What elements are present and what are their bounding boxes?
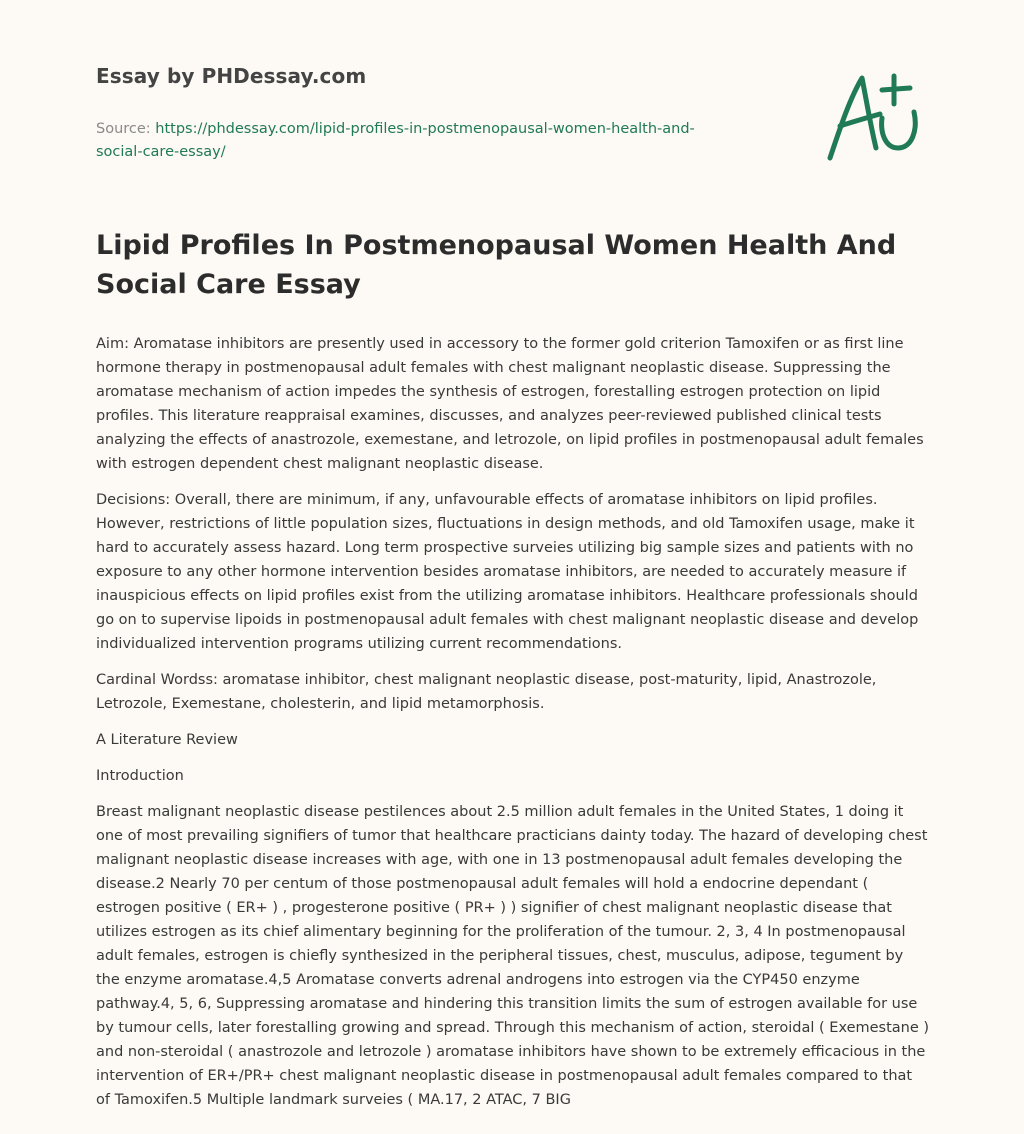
essay-title: Lipid Profiles In Postmenopausal Women Health And Social Care Essay xyxy=(96,230,897,300)
paragraph-aim: Aim: Aromatase inhibitors are presently used in accessory to the former gold criterion Tamoxifen or as first line hormone therapy in postmenopausal adult females with chest malignant neoplastic disease. Suppressing the aromatase mechanism of action impedes the synthesis of estrogen, forestalling estrogen protection on lipid profiles. This literature reappraisal examines, discusses, and analyzes peer-reviewed published clinical tests analyzing the effects of anastrozole, exemestane, and letrozole, on lipid profiles in postmenopausal adult females with estrogen dependent chest malignant neoplastic disease. xyxy=(96,336,924,472)
paragraph-introduction: Breast malignant neoplastic disease pestilences about 2.5 million adult females in the United States, 1 doing it one of most prevailing signifiers of tumor that healthcare practicians dainty today. The hazard of developing chest malignant neoplastic disease increases with age, with one in 13 postmenopausal adult females developing the disease.2 Nearly 70 per centum of those postmenopausal adult females will hold a endocrine dependant ( estrogen positive ( ER+ ) , progesterone positive ( PR+ ) ) signifier of chest malignant neoplastic disease that utilizes estrogen as its chief alimentary beginning for the proliferation of the tumour. 2, 3, 4 In postmenopausal adult females, estrogen is chiefly synthesized in the peripheral tissues, chest, musculus, adipose, tegument by the enzyme aromatase.4,5 Aromatase converts adrenal androgens into estrogen via the CYP450 enzyme pathway.4, 5, 6, Suppressing aromatase and hindering this transition limits the sum of estrogen available for use by tumour cells, later forestalling growing and spread. Through this mechanism of action, steroidal ( Exemestane ) and non-steroidal ( anastrozole and letrozole ) aromatase inhibitors have shown to be extremely efficacious in the intervention of ER+/PR+ chest malignant neoplastic disease in postmenopausal adult females compared to that of Tamoxifen.5 Multiple landmark surveies ( MA.17, 2 ATAC, 7 BIG xyxy=(96,804,930,1108)
paragraph-keywords: Cardinal Wordss: aromatase inhibitor, chest malignant neoplastic disease, post-maturity, lipid, Anastrozole, Letrozole, Exemestane, cholesterin, and lipid metamorphosis. xyxy=(96,672,877,712)
source-line xyxy=(96,118,736,164)
source-link[interactable]: https://phdessay.com/lipid-profiles-in-postmenopausal-women-health-and-social-care-essay/ xyxy=(96,121,695,160)
source-label: Source: xyxy=(96,121,156,137)
site-title: Essay by PHDessay.com xyxy=(96,64,367,88)
page-header xyxy=(96,64,796,164)
essay-content xyxy=(96,226,930,1124)
paragraph-decisions: Decisions: Overall, there are minimum, if any, unfavourable effects of aromatase inhibitors on lipid profiles. However, restrictions of little population sizes, fluctuations in design methods, and old Tamoxifen usage, make it hard to accurately assess hazard. Long term prospective surveies utilizing big sample sizes and patients with no exposure to any other hormone intervention besides aromatase inhibitors, are needed to accurately measure if inauspicious effects on lipid profiles exist from the utilizing aromatase inhibitors. Healthcare professionals should go on to supervise lipoids in postmenopausal adult females with chest malignant neoplastic disease and develop individualized intervention programs utilizing current recommendations. xyxy=(96,492,919,652)
section-label: A Literature Review xyxy=(96,732,238,748)
subsection-label: Introduction xyxy=(96,768,184,784)
a-plus-logo-icon xyxy=(822,68,930,164)
